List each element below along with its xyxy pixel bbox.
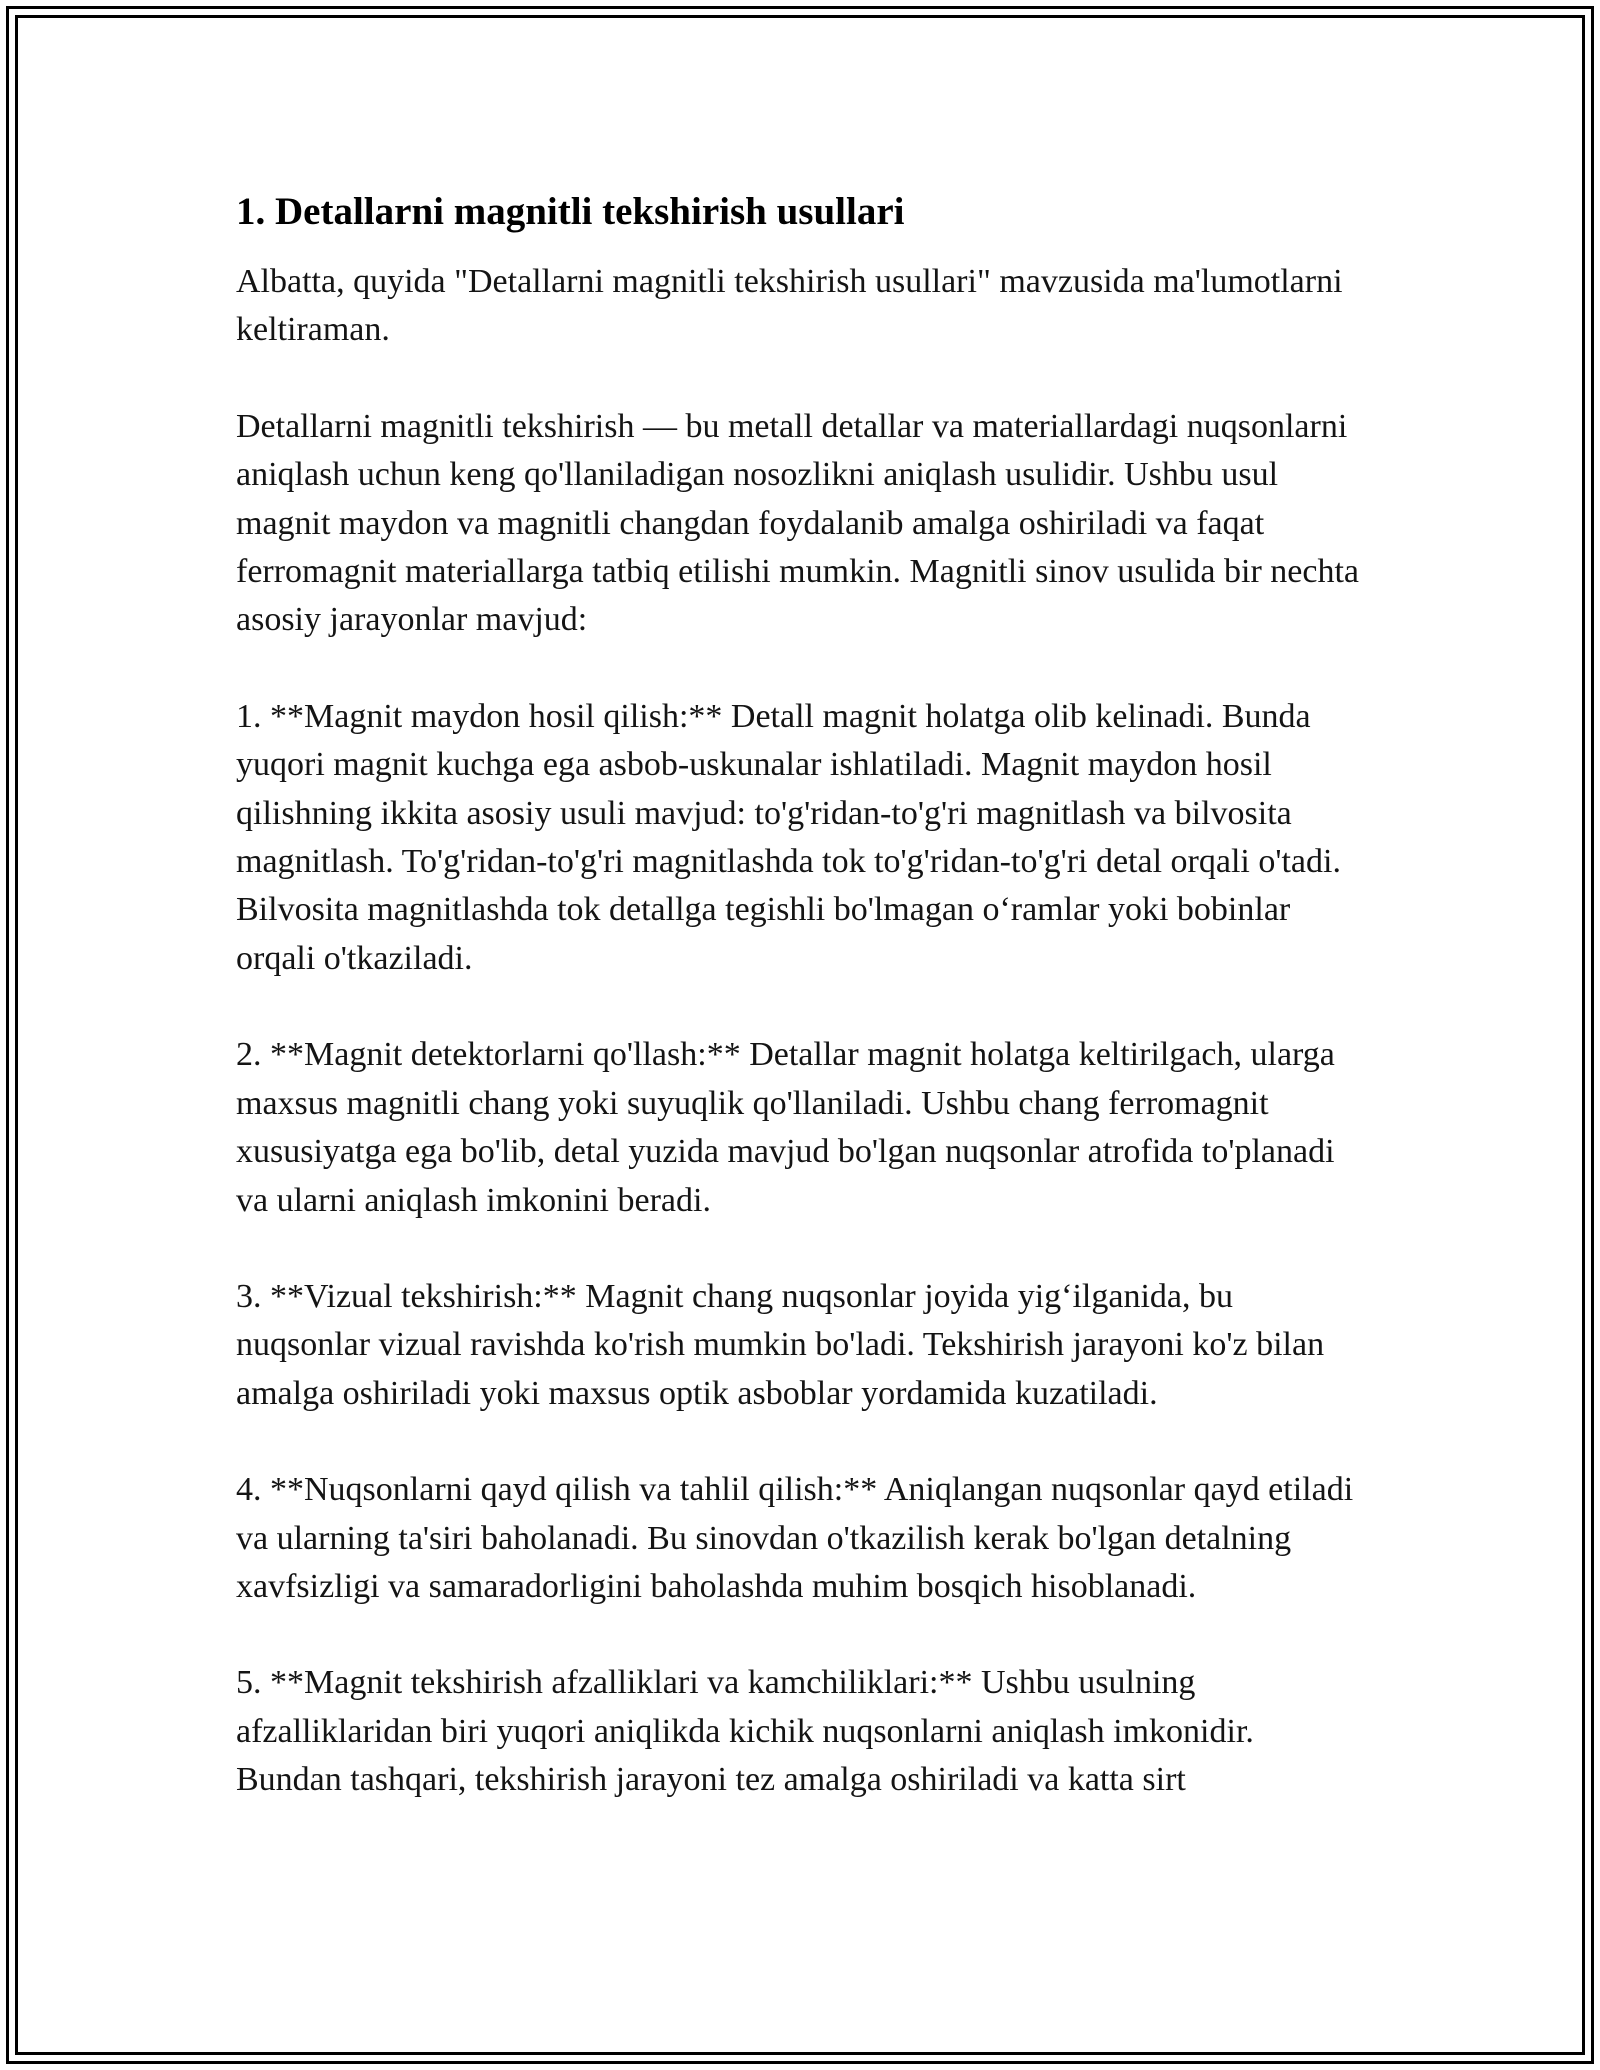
paragraph-step-2: 2. **Magnit detektorlarni qo'llash:** Detallar magnit holatga keltirilgach, ularga maxsus magnitli chang yoki suyuqlik qo'llaniladi. Ushbu chang ferromagnit xususiyatga ega bo'lib, detal yuzida mavjud bo'lgan nuqsonlar atrofida to'planadi va ularni aniqlash imkonini beradi.: [236, 1036, 1335, 1219]
paragraph-step-4: 4. **Nuqsonlarni qayd qilish va tahlil qilish:** Aniqlangan nuqsonlar qayd etiladi va ularning ta'siri baholanadi. Bu sinovdan o'tkazilish kerak bo'lgan detalning xavfsizligi va samaradorligini baholashda muhim bosqich hisoblanadi.: [236, 1471, 1354, 1605]
document-body: [236, 184, 1368, 1805]
paragraph-step-5: 5. **Magnit tekshirish afzalliklari va kamchiliklari:** Ushbu usulning afzalliklaridan biri yuqori aniqlikda kichik nuqsonlarni aniqlash imkonidir. Bundan tashqari, tekshirish jarayoni tez amalga oshiriladi va katta sirt: [236, 1664, 1254, 1799]
document-title: 1. Detallarni magnitli tekshirish usullari: [236, 190, 905, 233]
paragraph-step-1: 1. **Magnit maydon hosil qilish:** Detall magnit holatga olib kelinadi. Bunda yuqori magnit kuchga ega asbob-uskunalar ishlatiladi. Magnit maydon hosil qilishning ikkita asosiy usuli mavjud: to'g'ridan-to'g'ri magnitlash va bilvosita magnitlash. To'g'ridan-to'g'ri magnitlashda tok to'g'ridan-to'g'ri detal orqali o'tadi. Bilvosita magnitlashda tok detallga tegishli bo'lmagan o‘ramlar yoki bobinlar orqali o'tkaziladi.: [236, 697, 1341, 977]
paragraph-intro: Albatta, quyida "Detallarni magnitli tekshirish usullari" mavzusida ma'lumotlarni keltiraman.: [236, 263, 1343, 349]
paragraph-step-3: 3. **Vizual tekshirish:** Magnit chang nuqsonlar joyida yig‘ilganida, bu nuqsonlar vizual ravishda ko'rish mumkin bo'ladi. Tekshirish jarayoni ko'z bilan amalga oshiriladi yoki maxsus optik asboblar yordamida kuzatiladi.: [236, 1277, 1325, 1412]
paragraph-definition: Detallarni magnitli tekshirish — bu metall detallar va materiallardagi nuqsonlarni aniqlash uchun keng qo'llaniladigan nosozlikni aniqlash usulidir. Ushbu usul magnit maydon va magnitli changdan foydalanib amalga oshiriladi va faqat ferromagnit materiallarga tatbiq etilishi mumkin. Magnitli sinov usulida bir nechta asosiy jarayonlar mavjud:: [236, 407, 1360, 639]
